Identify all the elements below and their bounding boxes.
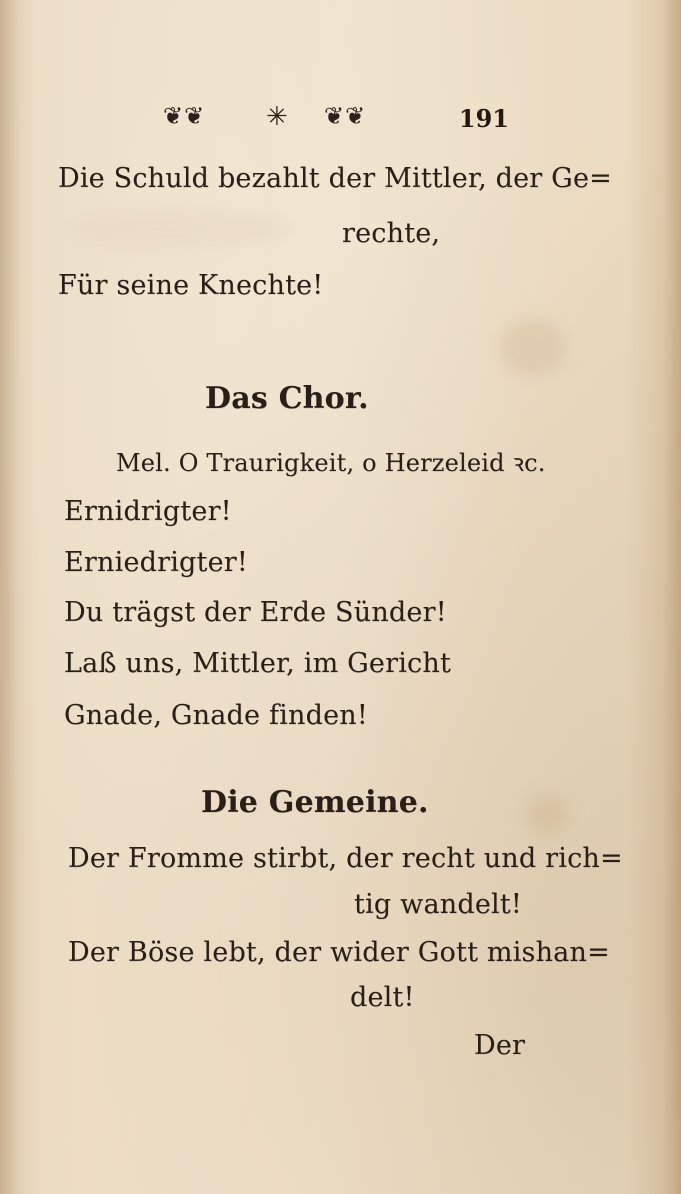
left-edge-shadow xyxy=(0,0,20,1194)
text-line: Laß uns, Mittler, im Gericht xyxy=(64,648,452,679)
page-header xyxy=(0,100,681,140)
catchword: Der xyxy=(474,1030,526,1061)
text-line: Der Böse lebt, der wider Gott mishan= xyxy=(68,937,610,968)
text-line: Die Schuld bezahlt der Mittler, der Ge= xyxy=(58,163,612,194)
text-line: tig wandelt! xyxy=(354,889,522,920)
text-line: Erniedrigter! xyxy=(64,547,248,578)
text-line: rechte, xyxy=(342,218,441,249)
ornament-left-icon: ❦❦ xyxy=(163,102,206,130)
paper-stain xyxy=(500,320,565,375)
text-line: Der Fromme stirbt, der recht und rich= xyxy=(68,843,623,874)
right-edge-shadow xyxy=(663,0,681,1194)
section-heading: Das Chor. xyxy=(205,381,369,416)
paper-stain xyxy=(70,210,290,248)
text-line: delt! xyxy=(350,982,415,1013)
paper-stain xyxy=(525,795,570,835)
text-line: Gnade, Gnade finden! xyxy=(64,700,368,731)
ornament-right-icon: ❦❦ xyxy=(324,102,367,130)
text-line: Ernidrigter! xyxy=(64,496,232,527)
text-line: Für seine Knechte! xyxy=(58,270,324,301)
page-number: 191 xyxy=(458,104,509,133)
section-heading: Die Gemeine. xyxy=(201,785,429,820)
text-line: Du trägst der Erde Sünder! xyxy=(64,597,447,628)
ornament-center-icon: ✳ xyxy=(266,102,289,132)
melody-line: Mel. O Traurigkeit, o Herzeleid ꝛc. xyxy=(116,449,546,477)
